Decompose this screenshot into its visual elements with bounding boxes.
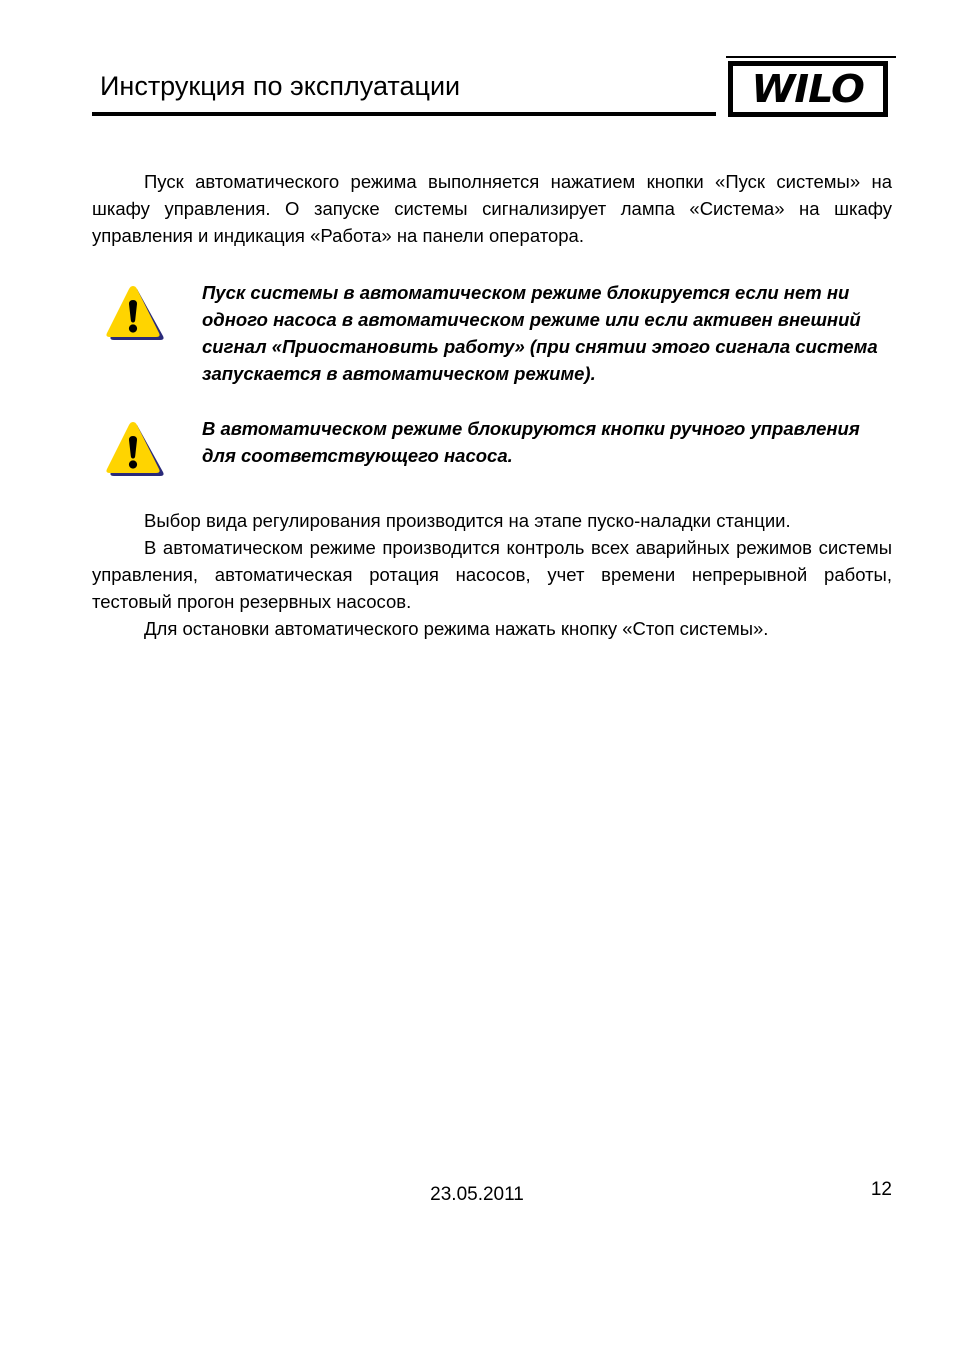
paragraph-3: В автоматическом режиме производится контроль всех аварийных режимов системы управления, автоматическая ротация насосов, учет времени непрерывной работы, тестовый прогон резервных насосов. — [92, 537, 892, 612]
paragraph-1: Пуск автоматического режима выполняется нажатием кнопки «Пуск системы» на шкафу управления. О запуске системы сигнализирует лампа «Система» на шкафу управления и индикация «Работа» на панели оператора. — [92, 171, 892, 246]
warning-block-1 — [92, 279, 892, 387]
spacer — [92, 249, 892, 279]
warning-block-2 — [92, 415, 892, 477]
warning-text-2 — [202, 415, 892, 469]
warning-text-1-body: Пуск системы в автоматическом режиме блокируется если нет ни одного насоса в автоматическом режиме или если активен внешний сигнал «Приостановить работу» (при снятии этого сигнала система запускается в автоматическом режиме). — [202, 282, 878, 384]
footer-date: 23.05.2011 — [430, 1184, 524, 1205]
spacer — [92, 477, 892, 507]
paragraph-2: Выбор вида регулирования производится на этапе пуско-наладки станции. — [144, 510, 791, 531]
paragraph-4: Для остановки автоматического режима нажать кнопку «Стоп системы». — [144, 618, 769, 639]
header-divider-rule — [92, 112, 716, 116]
page-footer — [0, 1175, 954, 1225]
page-header — [0, 0, 954, 130]
page-title: Инструкция по эксплуатации — [100, 71, 461, 101]
logo-top-rule — [726, 56, 896, 58]
footer-page-number: 12 — [870, 1179, 892, 1200]
warning-triangle-icon — [102, 283, 164, 341]
warning-text-1 — [202, 279, 892, 387]
spacer — [92, 387, 892, 415]
wilo-logo-text: WILO — [751, 67, 865, 111]
warning-triangle-icon — [102, 419, 164, 477]
warning-text-2-body: В автоматическом режиме блокируются кнопки ручного управления для соответствующего насоса. — [202, 418, 860, 466]
wilo-logo — [728, 61, 888, 117]
document-content — [92, 168, 892, 642]
